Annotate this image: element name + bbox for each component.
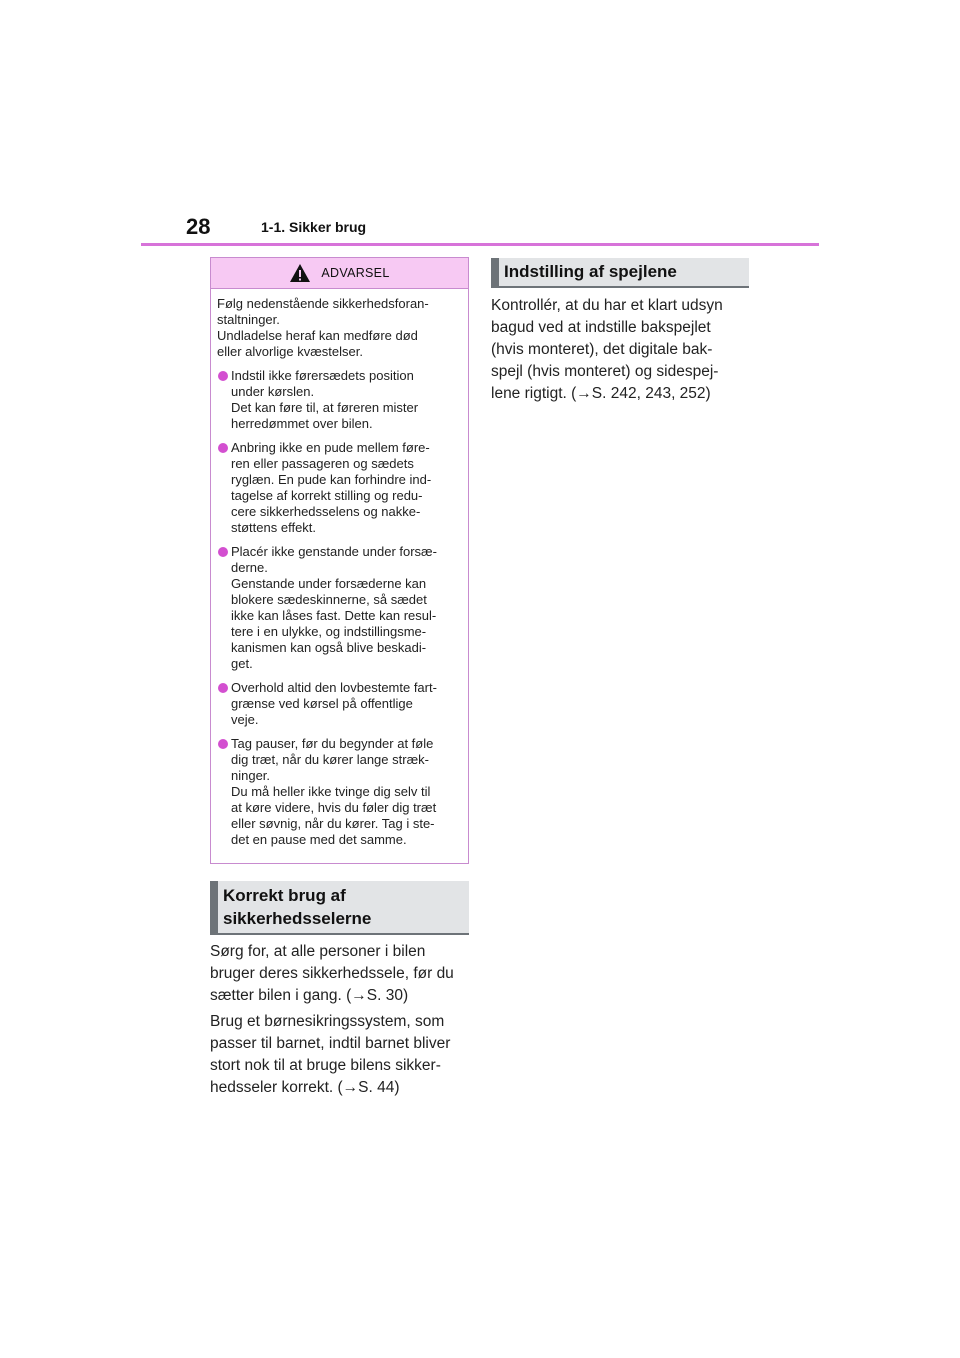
section-title: 1-1. Sikker brug [261, 219, 367, 235]
warning-body [211, 289, 468, 848]
warning-item-text: Overhold altid den lovbestemte fart- grænse ved kørsel på offentlige veje. [231, 680, 437, 727]
bullet-icon [218, 547, 228, 557]
warning-item-text: Tag pauser, før du begynder at føle dig træt, når du kører lange stræk- ninger. Du må heller ikke tvinge dig selv til at køre videre, hvis du føler dig træt eller søvnig, når du kører. Tag i ste- det en pause med det samme. [231, 736, 437, 847]
bullet-icon [218, 683, 228, 693]
header-rule [141, 243, 819, 246]
warning-item [217, 736, 462, 848]
warning-intro: Følg nedenstående sikkerhedsforan- staltninger. Undladelse heraf kan medføre død eller alvorlige kvæstelser. [217, 296, 429, 359]
bullet-icon [218, 443, 228, 453]
warning-item-text: Anbring ikke en pude mellem føre- ren eller passageren og sædets ryglæn. En pude kan forhindre ind- tagelse af korrekt stilling og redu- cere sikkerhedsselens og nakke- støttens effekt. [231, 440, 432, 535]
warning-item [217, 680, 462, 728]
seatbelt-section-heading: Korrekt brug af sikkerhedsselerne [210, 881, 469, 935]
warning-item [217, 544, 462, 672]
mirrors-section-heading: Indstilling af spejlene [491, 258, 749, 288]
page-number: 28 [186, 214, 211, 239]
warning-triangle-icon [289, 263, 311, 283]
warning-title: ADVARSEL [321, 266, 390, 280]
warning-item-text: Placér ikke genstande under forsæ- derne. Genstande under forsæderne kan blokere sædeskinnerne, så sædet ikke kan låses fast. Dette kan resul- tere i en ulykke, og indstillingsme- kanismen kan også blive beskadi- get. [231, 544, 437, 671]
warning-item [217, 440, 462, 536]
bullet-icon [218, 739, 228, 749]
bullet-icon [218, 371, 228, 381]
warning-box [210, 257, 469, 864]
warning-header [211, 258, 468, 289]
seatbelt-paragraph-1: Sørg for, at alle personer i bilen bruger deres sikkerhedssele, før du sætter bilen i gang. (→S. 30) [210, 943, 454, 1004]
warning-item-text: Indstil ikke førersædets position under kørslen. Det kan føre til, at føreren mister herredømmet over bilen. [231, 368, 419, 431]
seatbelt-paragraph-2: Brug et børnesikringssystem, som passer til barnet, indtil barnet bliver stort nok til at bruge bilens sikker- hedsseler korrekt. (→S. 44) [210, 1013, 451, 1096]
warning-item [217, 368, 462, 432]
mirrors-paragraph: Kontrollér, at du har et klart udsyn bagud ved at indstille bakspejlet (hvis monteret), det digitale bak- spejl (hvis monteret) og sidespej- lene rigtigt. (→S. 242, 243, 252) [491, 297, 723, 402]
